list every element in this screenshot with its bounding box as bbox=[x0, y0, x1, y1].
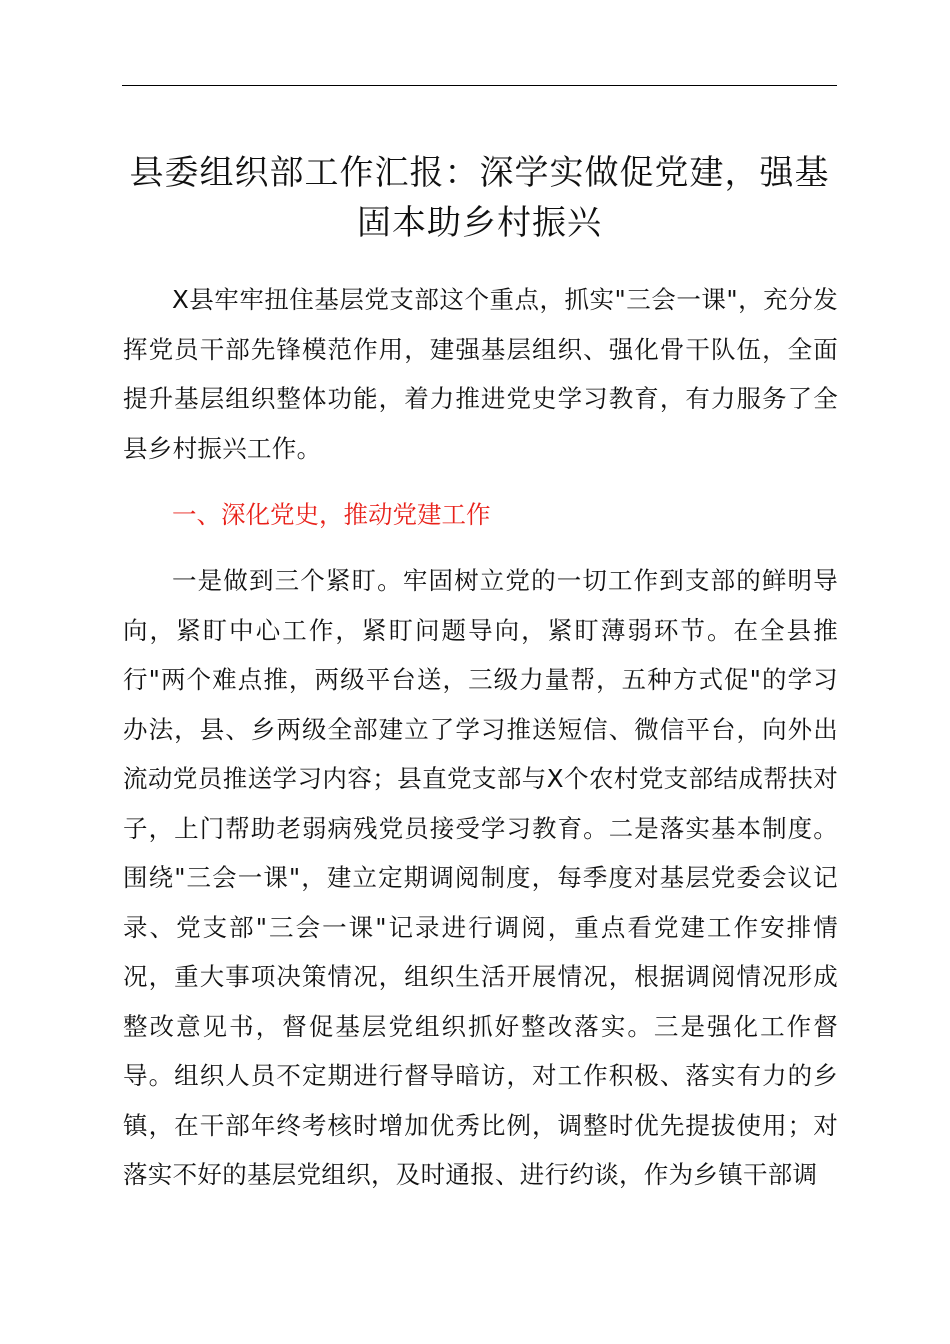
document-title bbox=[122, 148, 837, 248]
title-line-2: 固本助乡村振兴 bbox=[357, 203, 602, 243]
section-heading: 一、深化党史，推动党建工作 bbox=[172, 500, 491, 529]
intro-paragraph: X县牢牢扭住基层党支部这个重点，抓实"三会一课"，充分发挥党员干部先锋模范作用，建强基层组织、强化骨干队伍，全面提升基层组织整体功能，着力推进党史学习教育，有力服务了全县乡村振兴工作。 bbox=[123, 285, 838, 463]
body-paragraph: 一是做到三个紧盯。牢固树立党的一切工作到支部的鲜明导向，紧盯中心工作，紧盯问题导向，紧盯薄弱环节。在全县推行"两个难点推，两级平台送，三级力量帮，五种方式促"的学习办法，县、乡两级全部建立了学习推送短信、微信平台，向外出流动党员推送学习内容；县直党支部与X个农村党支部结成帮扶对子，上门帮助老弱病残党员接受学习教育。二是落实基本制度。围绕"三会一课"，建立定期调阅制度，每季度对基层党委会议记录、党支部"三会一课"记录进行调阅，重点看党建工作安排情况，重大事项决策情况，组织生活开展情况，根据调阅情况形成整改意见书，督促基层党组织抓好整改落实。三是强化工作督导。组织人员不定期进行督导暗访，对工作积极、落实有力的乡镇，在干部年终考核时增加优秀比例，调整时优先提拔使用；对落实不好的基层党组织，及时通报、进行约谈，作为乡镇干部调 bbox=[123, 566, 838, 1189]
title-line-1: 县委组织部工作汇报：深学实做促党建，强基 bbox=[129, 153, 830, 193]
header-rule bbox=[122, 85, 837, 86]
